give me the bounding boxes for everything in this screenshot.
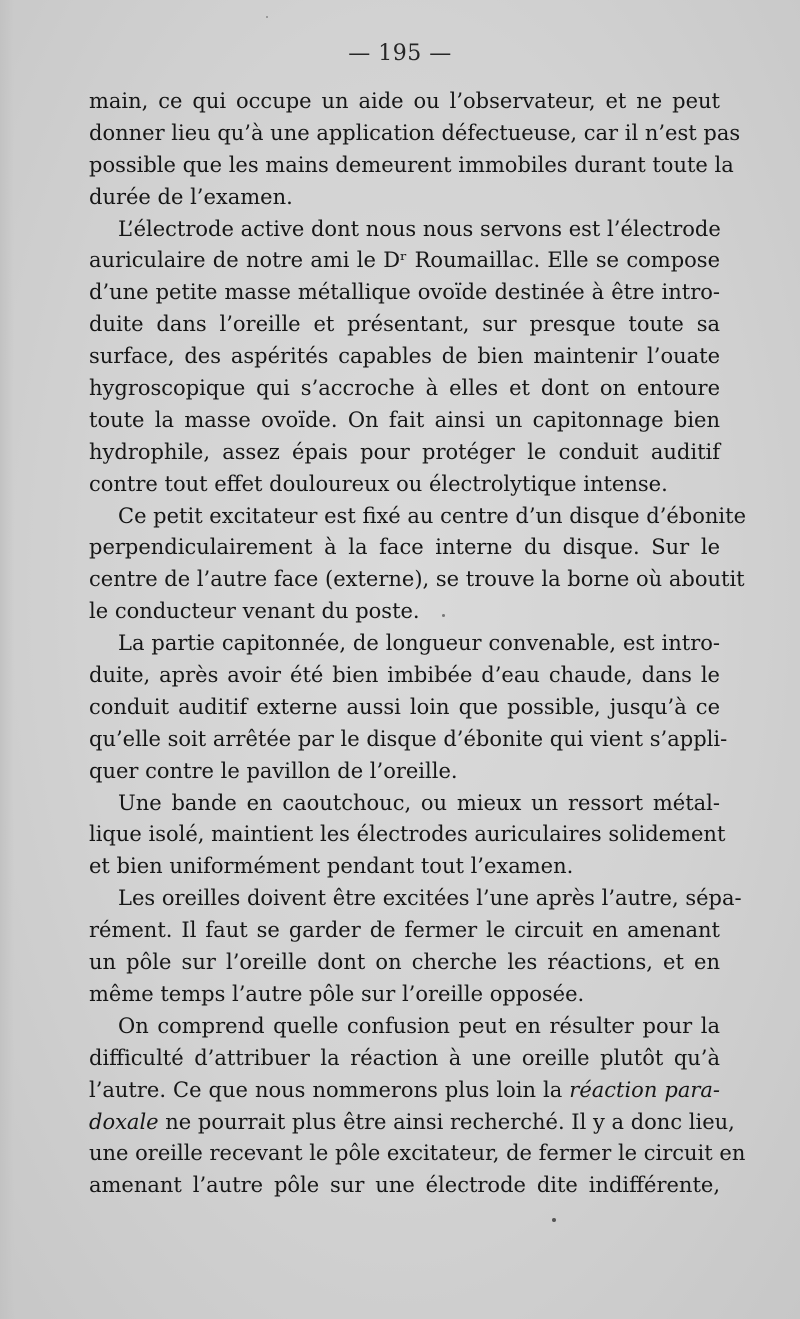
text-line: perpendiculairement à la face interne du disque. Sur le [89,535,720,560]
italic-term: doxale [89,1109,159,1134]
paper-speck [266,16,268,18]
text-line: possible que les mains demeurent immobiles durant toute la [89,152,734,177]
text-fragment: l’autre. Ce que nous nommerons plus loin la [89,1077,570,1102]
text-line: hydrophile, assez épais pour protéger le conduit auditif [89,439,720,464]
paragraph [89,788,726,884]
text-line: même temps l’autre pôle sur l’oreille opposée. [89,981,585,1006]
paragraph [89,883,742,1011]
text-line: Une bande en caoutchouc, ou mieux un ressort métal- [118,790,720,815]
text-line: lique isolé, maintient les électrodes auriculaires solidement [89,822,726,847]
body-text [89,86,747,1202]
text-line: Les oreilles doivent être excitées l’une après l’autre, sépa- [118,886,742,911]
text-line: qu’elle soit arrêtée par le disque d’ébonite qui vient s’appli- [89,726,728,751]
text-line: une oreille recevant le pôle excitateur, de fermer le circuit en [89,1141,746,1166]
paragraph [89,214,720,501]
italic-term: réaction para- [569,1077,720,1102]
text-line: quer contre le pavillon de l’oreille. [89,758,458,783]
paragraph [89,1011,746,1202]
text-line: contre tout effet douloureux ou électrolytique intense. [89,471,668,496]
text-line: On comprend quelle confusion peut en résulter pour la [118,1013,720,1038]
text-line: surface, des aspérités capables de bien maintenir l’ouate [89,344,720,369]
paragraph [89,628,728,787]
text-line: rément. Il faut se garder de fermer le circuit en amenant [89,918,720,943]
text-line: auriculaire de notre ami le Dʳ Roumaillac. Elle se compose [89,248,720,273]
text-line: La partie capitonnée, de longueur convenable, est intro- [118,631,720,656]
text-line: donner lieu qu’à une application défectueuse, car il n’est pas [89,120,741,145]
text-line: hygroscopique qui s’accroche à elles et dont on entoure [89,376,720,401]
paragraph [89,86,741,214]
text-line: conduit auditif externe aussi loin que possible, jusqu’à ce [89,694,720,719]
text-fragment: ne pourrait plus être ainsi recherché. Il y a donc lieu, [158,1109,735,1134]
text-line: durée de l’examen. [89,184,293,209]
text-line: un pôle sur l’oreille dont on cherche les réactions, et en [89,950,720,975]
paper-speck [442,614,445,617]
text-line: Ce petit excitateur est fixé au centre d’un disque d’ébonite [118,503,747,528]
text-line: difficulté d’attribuer la réaction à une oreille plutôt qu’à [89,1045,720,1070]
text-line [89,1075,720,1107]
text-line: main, ce qui occupe un aide ou l’observateur, et ne peut [89,89,720,113]
text-line: toute la masse ovoïde. On fait ainsi un capitonnage bien [89,407,720,432]
text-line: d’une petite masse métallique ovoïde destinée à être intro- [89,280,720,305]
text-line [89,1107,735,1139]
page-number: — 195 — [348,41,452,66]
text-line: centre de l’autre face (externe), se trouve la borne où aboutit [89,567,745,592]
text-line: L’électrode active dont nous nous servons est l’électrode [118,216,721,241]
paper-speck [552,1218,556,1222]
text-line: et bien uniformément pendant tout l’examen. [89,854,574,879]
text-line: le conducteur venant du poste. [89,599,420,624]
paragraph [89,501,747,629]
text-line: duite, après avoir été bien imbibée d’eau chaude, dans le [89,663,720,688]
text-line: amenant l’autre pôle sur une électrode dite indifférente, [89,1173,720,1198]
text-line: duite dans l’oreille et présentant, sur presque toute sa [89,312,720,337]
